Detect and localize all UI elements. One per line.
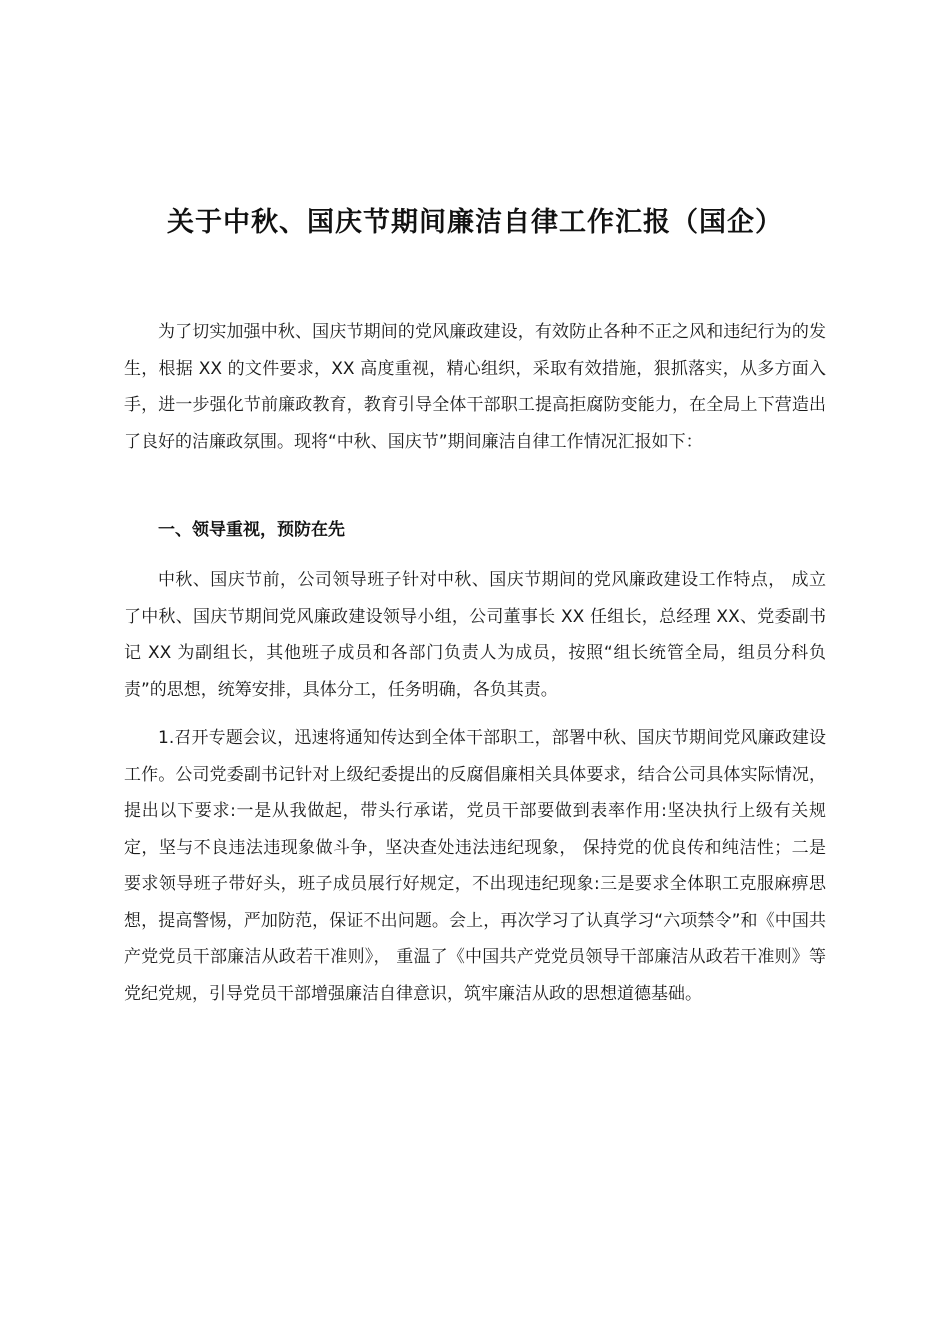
intro-paragraph: 为了切实加强中秋、国庆节期间的党风廉政建设，有效防止各种不正之风和违纪行为的发生，根据 XX 的文件要求，XX 高度重视，精心组织，采取有效措施，狠抓落实，从多方面入手，进一步强化节前廉政教育，教育引导全体干部职工提高拒腐防变能力，在全局上下营造出了良好的洁廉政氛围。现将“中秋、国庆节”期间廉洁自律工作情况汇报如下： [124, 322, 826, 452]
section-1-heading: 一、领导重视，预防在先 [158, 520, 345, 540]
section-1-paragraph: 中秋、国庆节前，公司领导班子针对中秋、国庆节期间的党风廉政建设工作特点， 成立了中秋、国庆节期间党风廉政建设领导小组，公司董事长 XX 任组长，总经理 XX、党委副书记 XX 为副组长，其他班子成员和各部门负责人为成员，按照“组长统管全局，组员分科负责”的思想，统筹安排，具体分工，任务明确，各负其责。 [124, 570, 826, 700]
item-1-paragraph: 1.召开专题会议，迅速将通知传达到全体干部职工，部署中秋、国庆节期间党风廉政建设工作。公司党委副书记针对上级纪委提出的反腐倡廉相关具体要求，结合公司具体实际情况，提出以下要求:一是从我做起，带头行承诺，党员干部要做到表率作用:坚决执行上级有关规定，坚与不良违法违现象做斗争，坚决查处违法违纪现象， 保持党的优良传和纯洁性；二是要求领导班子带好头，班子成员展行好规定，不出现违纪现象:三是要求全体职工克服麻痹思想，提高警惕，严加防范，保证不出问题。会上，再次学习了认真学习“六项禁令”和《中国共产党党员干部廉洁从政若干准则》， 重温了《中国共产党党员领导干部廉洁从政若干准则》等党纪党规，引导党员干部增强廉洁自律意识，筑牢廉洁从政的思想道德基础。 [124, 728, 826, 1004]
document-title: 关于中秋、国庆节期间廉洁自律工作汇报（国企） [167, 207, 783, 238]
